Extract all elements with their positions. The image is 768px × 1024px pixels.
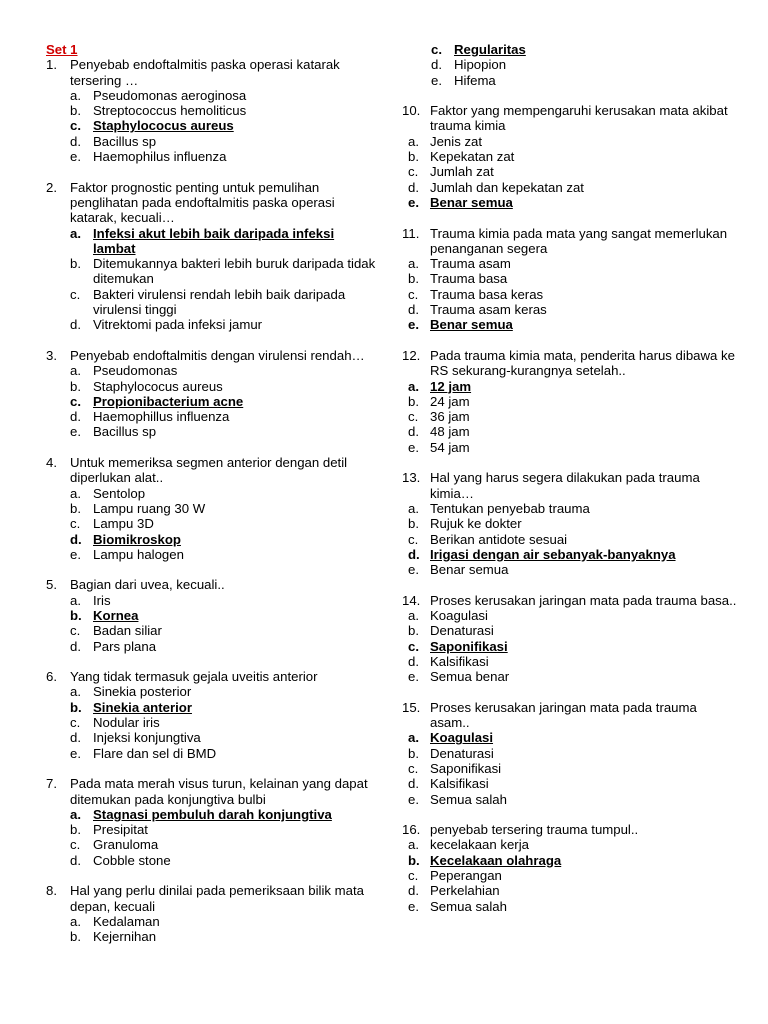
- question-number: 6.: [46, 669, 57, 685]
- question-number: 7.: [46, 776, 57, 792]
- answer-option: [408, 409, 738, 424]
- option-text: Tentukan penyebab trauma: [430, 500, 590, 516]
- answer-option-correct: [408, 730, 738, 745]
- option-text: Bakteri virulensi rendah lebih baik daripada virulensi tinggi: [93, 286, 346, 318]
- option-text: 12 jam: [430, 378, 472, 394]
- option-letter: e.: [431, 72, 442, 88]
- option-letter: d.: [408, 546, 420, 562]
- option-letter: b.: [70, 822, 81, 838]
- option-letter: d.: [408, 424, 419, 440]
- option-letter: e.: [408, 194, 419, 210]
- answer-option: [408, 516, 738, 531]
- question-stem: Penyebab endoftalmitis paska operasi katarak tersering …: [70, 57, 340, 88]
- answer-option: [408, 180, 738, 195]
- answer-option: [408, 792, 738, 807]
- option-text: Jumlah zat: [430, 164, 494, 180]
- option-letter: e.: [408, 898, 419, 914]
- question-9-continuation: [408, 42, 738, 88]
- option-letter: b.: [408, 393, 419, 409]
- option-letter: a.: [70, 592, 81, 608]
- option-letter: e.: [70, 424, 81, 440]
- option-text: kecelakaan kerja: [430, 837, 529, 853]
- question-text: [402, 592, 738, 608]
- question-stem: Hal yang harus segera dilakukan pada trauma kimia…: [430, 470, 700, 501]
- answer-option: [408, 899, 738, 914]
- question-number: 15.: [402, 699, 421, 715]
- question-number: 11.: [402, 225, 420, 241]
- option-text: Pseudomonas aeroginosa: [93, 87, 247, 103]
- option-text: Hipopion: [454, 57, 507, 73]
- option-letter: b.: [70, 607, 82, 623]
- question-text: [402, 699, 738, 731]
- option-text: Saponifikasi: [430, 760, 502, 776]
- option-text: Stagnasi pembuluh darah konjungtiva: [93, 806, 332, 822]
- answer-option: [408, 256, 738, 271]
- option-text: Bacillus sp: [93, 133, 157, 149]
- option-text: Koagulasi: [430, 730, 494, 746]
- question-text: [402, 225, 738, 257]
- answer-option-correct: [46, 532, 376, 547]
- answer-option: [46, 547, 376, 562]
- answer-option: [46, 639, 376, 654]
- answer-option-correct: [408, 195, 738, 210]
- answer-option: [46, 486, 376, 501]
- answer-option: [46, 593, 376, 608]
- option-text: Kornea: [93, 607, 139, 623]
- question-item: [46, 577, 376, 653]
- option-text: Bacillus sp: [93, 424, 157, 440]
- question-number: 2.: [46, 179, 57, 195]
- option-text: Sentolop: [93, 485, 146, 501]
- question-number: 14.: [402, 592, 421, 608]
- option-letter: b.: [408, 149, 419, 165]
- question-stem: Bagian dari uvea, kecuali..: [70, 577, 225, 593]
- answer-option: [408, 57, 738, 72]
- option-text: Presipitat: [93, 822, 148, 838]
- option-letter: c.: [431, 42, 442, 57]
- answer-option: [46, 103, 376, 118]
- answer-option: [408, 883, 738, 898]
- answer-option: [46, 88, 376, 103]
- option-letter: e.: [70, 149, 81, 165]
- answer-option: [46, 317, 376, 332]
- option-text: Staphylococus aureus: [93, 378, 223, 394]
- option-letter: a.: [70, 684, 81, 700]
- option-letter: a.: [70, 87, 81, 103]
- option-letter: a.: [70, 363, 81, 379]
- option-text: Saponifikasi: [430, 638, 508, 654]
- answer-option: [408, 654, 738, 669]
- option-text: Injeksi konjungtiva: [93, 730, 201, 746]
- option-letter: c.: [70, 516, 81, 532]
- option-text: Irigasi dengan air sebanyak-banyaknya: [430, 546, 676, 562]
- option-letter: d.: [408, 776, 419, 792]
- option-text: Benar semua: [430, 562, 509, 578]
- set-title: Set 1: [46, 42, 78, 57]
- option-text: Jenis zat: [430, 133, 483, 149]
- option-letter: c.: [408, 286, 419, 302]
- answer-option: [408, 73, 738, 88]
- option-text: Koagulasi: [430, 607, 488, 623]
- option-letter: d.: [70, 531, 82, 547]
- option-letter: b.: [70, 256, 81, 272]
- option-letter: c.: [70, 623, 81, 639]
- option-text: Kalsifikasi: [430, 653, 489, 669]
- answer-option-correct: [46, 700, 376, 715]
- option-text: 36 jam: [430, 409, 470, 425]
- question-number: 12.: [402, 347, 421, 363]
- question-item: [402, 225, 738, 333]
- option-text: Semua salah: [430, 898, 507, 914]
- answer-option: [46, 501, 376, 516]
- option-text: Trauma basa keras: [430, 286, 544, 302]
- option-letter: d.: [70, 730, 81, 746]
- option-text: Haemophillus influenza: [93, 409, 230, 425]
- option-text: Lampu halogen: [93, 546, 184, 562]
- option-text: Granuloma: [93, 837, 159, 853]
- option-letter: b.: [70, 500, 81, 516]
- answer-option: [408, 302, 738, 317]
- option-letter: d.: [70, 317, 81, 333]
- question-stem: Proses kerusakan jaringan mata pada trauma asam..: [430, 699, 697, 731]
- option-letter: a.: [70, 806, 81, 822]
- question-number: 13.: [402, 470, 421, 486]
- option-letter: e.: [408, 439, 419, 455]
- option-text: Kecelakaan olahraga: [430, 852, 562, 868]
- answer-option: [46, 149, 376, 164]
- question-number: 10.: [402, 103, 421, 119]
- question-item: [402, 822, 738, 914]
- option-letter: c.: [70, 837, 81, 853]
- question-item: [46, 57, 376, 164]
- answer-option-correct: [46, 608, 376, 623]
- answer-option: [408, 271, 738, 286]
- question-text: [46, 577, 376, 592]
- option-text: Nodular iris: [93, 715, 160, 731]
- question-text: [46, 57, 376, 88]
- question-number: 8.: [46, 883, 57, 899]
- question-text: [46, 348, 376, 363]
- option-letter: d.: [70, 638, 81, 654]
- option-text: Benar semua: [430, 194, 513, 210]
- answer-option: [46, 929, 376, 944]
- option-letter: d.: [408, 179, 419, 195]
- question-text: [402, 347, 738, 379]
- option-text: Denaturasi: [430, 623, 494, 639]
- answer-option: [46, 715, 376, 730]
- option-text: Rujuk ke dokter: [430, 516, 522, 532]
- option-text: 24 jam: [430, 393, 470, 409]
- option-letter: b.: [70, 103, 81, 119]
- answer-option: [408, 868, 738, 883]
- answer-option: [408, 532, 738, 547]
- option-letter: c.: [408, 760, 419, 776]
- answer-option-correct: [46, 118, 376, 133]
- option-text: Iris: [93, 592, 111, 608]
- question-number: 3.: [46, 347, 57, 363]
- answer-option: [408, 837, 738, 852]
- option-letter: a.: [408, 500, 419, 516]
- option-letter: e.: [408, 791, 419, 807]
- answer-option: [408, 608, 738, 623]
- option-text: Berikan antidote sesuai: [430, 531, 568, 547]
- option-text: Kedalaman: [93, 913, 160, 929]
- answer-option: [46, 134, 376, 149]
- answer-option: [408, 440, 738, 455]
- option-letter: b.: [70, 929, 81, 945]
- option-text: Semua salah: [430, 791, 507, 807]
- option-text: Flare dan sel di BMD: [93, 745, 217, 761]
- right-column: [402, 42, 738, 929]
- answer-option: [408, 394, 738, 409]
- option-letter: c.: [70, 715, 81, 731]
- answer-option: [408, 761, 738, 776]
- option-text: Propionibacterium acne: [93, 393, 244, 409]
- option-text: Trauma asam: [430, 256, 511, 272]
- answer-option: [408, 149, 738, 164]
- question-stem: Pada trauma kimia mata, penderita harus dibawa ke RS sekurang-kurangnya setelah..: [430, 347, 735, 379]
- question-stem: Yang tidak termasuk gejala uveitis anterior: [70, 669, 318, 685]
- option-letter: a.: [70, 485, 81, 501]
- option-text: Staphylococus aureus: [93, 118, 234, 134]
- question-item: [46, 669, 376, 761]
- answer-option: [408, 501, 738, 516]
- option-letter: a.: [408, 607, 419, 623]
- option-text: Vitrektomi pada infeksi jamur: [93, 317, 263, 333]
- answer-option-correct: [408, 42, 738, 57]
- option-text: Ditemukannya bakteri lebih buruk daripada tidak ditemukan: [93, 256, 376, 287]
- option-letter: e.: [408, 317, 419, 333]
- option-text: Jumlah dan kepekatan zat: [430, 179, 584, 195]
- question-item: [46, 883, 376, 944]
- option-letter: c.: [408, 164, 419, 180]
- answer-option: [408, 164, 738, 179]
- option-letter: d.: [408, 302, 419, 318]
- answer-option: [46, 379, 376, 394]
- answer-option: [408, 424, 738, 439]
- option-letter: a.: [408, 256, 419, 272]
- question-item: [46, 776, 376, 868]
- answer-option-correct: [46, 394, 376, 409]
- option-letter: a.: [408, 730, 419, 746]
- option-text: Haemophilus influenza: [93, 149, 227, 165]
- option-text: Pars plana: [93, 638, 157, 654]
- answer-option: [46, 914, 376, 929]
- option-text: Sinekia posterior: [93, 684, 192, 700]
- option-text: Kejernihan: [93, 929, 157, 945]
- option-text: 48 jam: [430, 424, 470, 440]
- answer-option: [46, 746, 376, 761]
- option-letter: c.: [408, 409, 419, 425]
- answer-option: [408, 746, 738, 761]
- answer-option: [46, 623, 376, 638]
- answer-option-correct: [408, 317, 738, 332]
- answer-option: [46, 409, 376, 424]
- answer-option: [46, 363, 376, 378]
- option-letter: a.: [70, 913, 81, 929]
- question-stem: Untuk memeriksa segmen anterior dengan detil diperlukan alat..: [70, 455, 348, 486]
- question-number: 1.: [46, 57, 57, 73]
- option-text: Trauma asam keras: [430, 302, 547, 318]
- question-item: [46, 348, 376, 440]
- answer-option: [46, 730, 376, 745]
- answer-option: [46, 853, 376, 868]
- option-text: Trauma basa: [430, 271, 508, 287]
- option-text: Biomikroskop: [93, 531, 181, 547]
- question-item: [46, 180, 376, 333]
- question-text: [46, 180, 376, 226]
- option-letter: e.: [70, 745, 81, 761]
- question-stem: Trauma kimia pada mata yang sangat memerlukan penanganan segera: [430, 225, 728, 256]
- answer-option: [46, 424, 376, 439]
- answer-option: [408, 623, 738, 638]
- question-text: [46, 883, 376, 914]
- question-item: [402, 699, 738, 807]
- question-stem: Faktor prognostic penting untuk pemulihan penglihatan pada endoftalmitis paska operasi katarak, kecuali…: [70, 179, 335, 226]
- question-item: [402, 347, 738, 455]
- answer-option: [46, 822, 376, 837]
- option-text: Infeksi akut lebih baik daripada infeksi lambat: [93, 225, 335, 256]
- option-letter: e.: [408, 562, 419, 578]
- option-text: Regularitas: [454, 42, 526, 57]
- option-text: Cobble stone: [93, 852, 171, 868]
- option-text: Benar semua: [430, 317, 513, 333]
- option-text: Denaturasi: [430, 745, 494, 761]
- option-text: Streptococcus hemoliticus: [93, 103, 247, 119]
- option-text: Semua benar: [430, 669, 510, 685]
- option-text: 54 jam: [430, 439, 470, 455]
- question-text: [46, 455, 376, 486]
- option-text: Lampu ruang 30 W: [93, 500, 206, 516]
- question-stem: Hal yang perlu dinilai pada pemeriksaan bilik mata depan, kecuali: [70, 883, 364, 914]
- option-letter: e.: [70, 546, 81, 562]
- question-number: 4.: [46, 455, 57, 471]
- answer-option: [46, 516, 376, 531]
- question-text: [46, 776, 376, 807]
- question-text: [402, 822, 738, 838]
- option-letter: a.: [408, 837, 419, 853]
- option-letter: b.: [408, 271, 419, 287]
- left-column: [46, 42, 376, 960]
- answer-option: [408, 134, 738, 149]
- option-letter: b.: [408, 745, 419, 761]
- answer-option: [408, 776, 738, 791]
- option-letter: d.: [408, 653, 419, 669]
- answer-option-correct: [408, 547, 738, 562]
- question-number: 5.: [46, 577, 57, 593]
- question-number: 16.: [402, 822, 421, 838]
- option-letter: c.: [70, 286, 81, 302]
- option-letter: d.: [408, 883, 419, 899]
- question-text: [46, 669, 376, 684]
- answer-option: [408, 287, 738, 302]
- question-stem: Pada mata merah visus turun, kelainan yang dapat ditemukan pada konjungtiva bulbi: [70, 776, 368, 807]
- option-letter: d.: [431, 57, 442, 73]
- question-item: [402, 103, 738, 210]
- option-text: Peperangan: [430, 868, 502, 884]
- question-item: [46, 455, 376, 562]
- answer-option-correct: [46, 807, 376, 822]
- answer-option-correct: [408, 379, 738, 394]
- option-letter: c.: [70, 118, 81, 134]
- option-letter: b.: [408, 852, 420, 868]
- option-text: Kepekatan zat: [430, 149, 515, 165]
- option-text: Sinekia anterior: [93, 699, 192, 715]
- option-letter: b.: [408, 516, 419, 532]
- option-letter: a.: [70, 225, 81, 241]
- option-letter: b.: [408, 623, 419, 639]
- answer-option-correct: [46, 226, 376, 257]
- answer-option-correct: [408, 639, 738, 654]
- option-text: Lampu 3D: [93, 516, 154, 532]
- option-letter: d.: [70, 133, 81, 149]
- option-text: Badan siliar: [93, 623, 162, 639]
- answer-option: [46, 837, 376, 852]
- option-letter: c.: [70, 393, 81, 409]
- question-item: [402, 470, 738, 578]
- answer-option: [408, 562, 738, 577]
- option-text: Hifema: [454, 72, 496, 88]
- question-stem: Penyebab endoftalmitis dengan virulensi rendah…: [70, 347, 365, 363]
- question-text: [402, 103, 738, 134]
- option-letter: c.: [408, 868, 419, 884]
- option-text: Pseudomonas: [93, 363, 178, 379]
- option-text: Kalsifikasi: [430, 776, 489, 792]
- right-question-list: [402, 103, 738, 914]
- question-stem: penyebab tersering trauma tumpul..: [430, 822, 639, 838]
- option-letter: a.: [408, 133, 419, 149]
- question-text: [402, 470, 738, 501]
- answer-option: [408, 669, 738, 684]
- question-item: [402, 592, 738, 685]
- option-letter: d.: [70, 852, 81, 868]
- answer-option: [46, 287, 376, 318]
- option-letter: e.: [408, 669, 419, 685]
- question-stem: Faktor yang mempengaruhi kerusakan mata akibat trauma kimia: [430, 103, 728, 134]
- option-text: Perkelahian: [430, 883, 500, 899]
- left-question-list: [46, 57, 376, 944]
- option-letter: d.: [70, 409, 81, 425]
- option-letter: b.: [70, 699, 82, 715]
- option-letter: a.: [408, 378, 419, 394]
- answer-option-correct: [408, 853, 738, 868]
- question-stem: Proses kerusakan jaringan mata pada trauma basa..: [430, 592, 737, 608]
- option-letter: b.: [70, 378, 81, 394]
- option-letter: c.: [408, 638, 419, 654]
- option-letter: c.: [408, 531, 419, 547]
- answer-option: [46, 684, 376, 699]
- answer-option: [46, 256, 376, 287]
